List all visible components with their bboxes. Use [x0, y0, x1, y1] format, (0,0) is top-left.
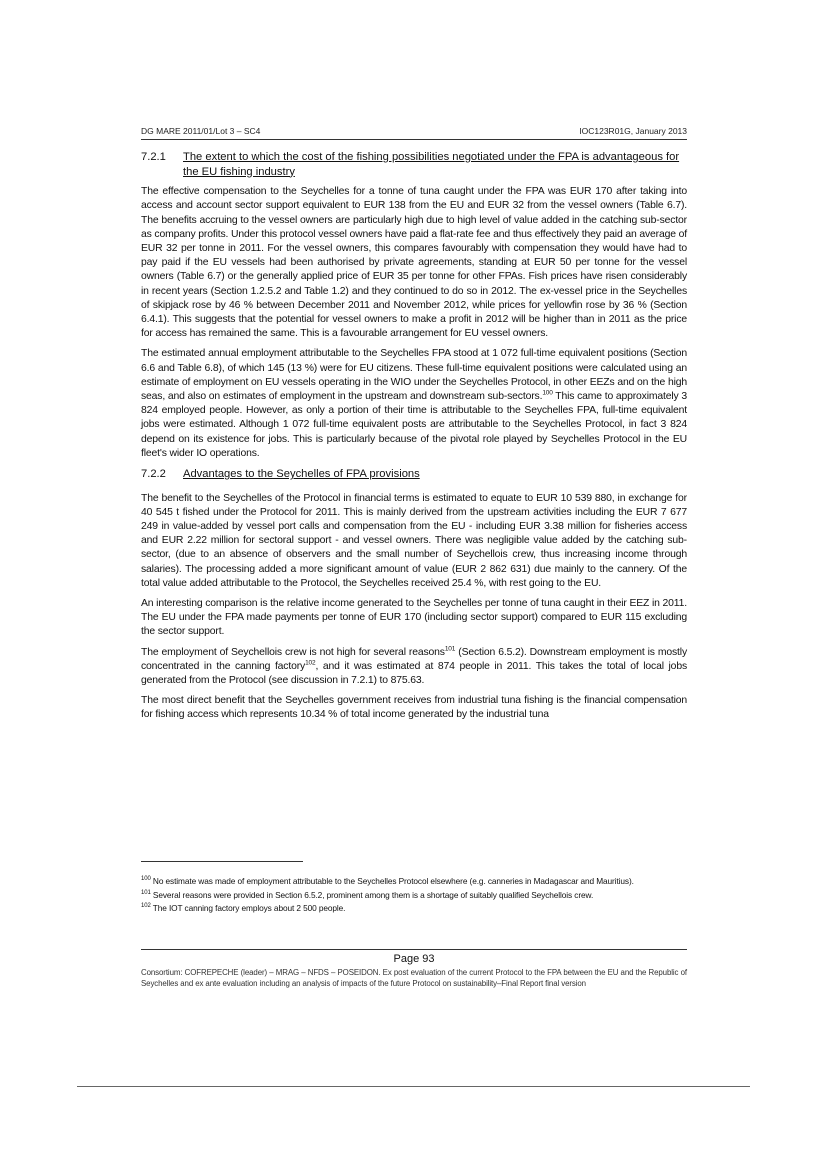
footnote-100: [141, 876, 687, 888]
section-heading-7-2-2: [141, 467, 687, 482]
footer-consortium: Consortium: COFREPECHE (leader) – MRAG – NFDS – POSEIDON. Ex post evaluation of the current Protocol to the FPA between the EU and the Republic of Seychelles and ex ante evaluation including an analysis of impacts of the future Protocol on sustainability–Final Report final version: [141, 968, 687, 988]
header-divider: [141, 139, 687, 140]
section-title: The extent to which the cost of the fishing possibilities negotiated under the FPA is advantageous for the EU fishing industry: [183, 151, 680, 178]
paragraph-employment: [141, 347, 687, 461]
footnote-text: The IOT canning factory employs about 2 500 people.: [150, 903, 346, 914]
page-bottom-divider: [77, 1086, 750, 1087]
page-body: [141, 150, 687, 729]
footnote-number: 102: [141, 903, 151, 910]
paragraph-direct-benefit: The most direct benefit that the Seychelles government receives from industrial tuna fishing is the financial compensation for fishing access which represents 10.34 % of total income generated by the industrial tuna: [141, 695, 687, 721]
paragraph-text: The employment of Seychellois crew is not high for several reasons: [141, 646, 445, 658]
paragraph-compensation: The effective compensation to the Seychelles for a tonne of tuna caught under the FPA was EUR 170 after taking into access and account sector support equivalent to EUR 138 from the EU and EUR 32 from the vessel owners (Table 6.7). The benefits accruing to the vessel owners are particularly high due to high level of value added in the catching sub-sector as company profits. Under this protocol vessel owners have paid a flat-rate fee and thus effectively they paid an average of EUR 32 per tonne in 2011. For the vessel owners, this compares favourably with compensation they would have had to pay paid if the EU vessels had been authorised by private agreements, standing at EUR 50 per tonne for the vessel owners (Table 6.7) or the generally applied price of EUR 35 per tonne for other FPAs. Fish prices have risen considerably in recent years (Section 1.2.5.2 and Table 1.2) and they continued to do so in 2012. The ex-vessel price in the Seychelles of skipjack rose by 46 % between December 2011 and November 2012, while prices for yellowfin rose by 36 % (Section 6.4.1). This suggests that the potential for vessel owners to make a profit in 2012 will be higher than in 2011 as the price for access has remained the same. This is a favourable arrangement for EU vessel owners.: [141, 186, 687, 340]
footnote-number: 101: [141, 889, 151, 896]
header-left: DG MARE 2011/01/Lot 3 – SC4: [141, 126, 261, 136]
footnote-ref-101[interactable]: 101: [444, 645, 456, 653]
footnote-divider: [141, 861, 303, 862]
footnote-ref-102[interactable]: 102: [305, 659, 316, 667]
paragraph-text: The estimated annual employment attributable to the Seychelles FPA stood at 1 072 full-time equivalent positions (Section 6.6 and Table 6.8), of which 145 (13 %) were for EU citizens. These full-time equivalent positions were calculated using an estimate of employment on EU vessels operating in the WIO under the Seychelles Protocol, in other EEZs and on the high seas, and also on estimates of employment in the upstream and downstream sub-sectors.: [141, 348, 687, 403]
footnote-102: [141, 903, 687, 915]
footnote-101: [141, 890, 687, 902]
running-header: [141, 126, 687, 136]
section-number: 7.2.2: [141, 468, 166, 481]
footnote-text: No estimate was made of employment attributable to the Seychelles Protocol elsewhere (e.g. canneries in Madagascar and Mauritius).: [150, 876, 634, 886]
section-title: Advantages to the Seychelles of FPA provisions: [183, 468, 420, 481]
header-right: IOC123R01G, January 2013: [579, 126, 687, 136]
paragraph-crew-employment: [141, 646, 687, 689]
paragraph-text: (Section 6.5.2). Downstream employment is mostly concentrated in the canning factory: [141, 646, 687, 672]
footnote-text: Several reasons were provided in Section 6.5.2, prominent among them is a shortage of suitably qualified Seychellois crew.: [150, 889, 594, 900]
paragraph-financial-benefit: The benefit to the Seychelles of the Protocol in financial terms is estimated to equate to EUR 10 539 880, in exchange for 40 545 t fished under the Protocol for 2011. This is mainly derived from the upstream activities including the EUR 7 677 249 in value-added by vessel port calls and compensation from the EU - including EUR 3.38 million for fisheries access and EUR 2.22 million for sectoral support - and vessel owners. There was negligible value added by the catching sub-sector, (due to an absence of observers and the small number of Seychellois crew, thus increasing income through salaries). The processing added a more significant amount of value (EUR 2 862 631) due mainly to the cannery. Of the total value added attributable to the Protocol, the Seychelles received 25.4 %, with rest going to the EU.: [141, 492, 687, 589]
section-heading-7-2-1: [141, 150, 687, 179]
footnote-ref-100[interactable]: 100: [542, 389, 553, 397]
page-number: Page 93: [393, 953, 435, 965]
paragraph-text: , and it was estimated at 874 people in 2011. This takes the total of local jobs generated from the Protocol (see discussion in 7.2.1) to 875.63.: [141, 660, 687, 687]
footer-divider: [141, 949, 687, 950]
footnotes: [141, 876, 687, 917]
paragraph-text: This came to approximately 3 824 employed people. However, as only a portion of their time is attributable to the Seychelles FPA, full-time equivalent jobs were estimated. Although 1 072 full-time equivalent posts are attributable to the Seychelles Protocol, in fact 3 824 depend on its existence for jobs. This is particularly because of the pivotal role played by Seychelles Protocol in the EU fleet's wider IO operations.: [141, 391, 688, 459]
paragraph-income-comparison: An interesting comparison is the relative income generated to the Seychelles per tonne of tuna caught in their EEZ in 2011. The EU under the FPA made payments per tonne of EUR 170 (including sector support) compared to EUR 115 excluding the sector support.: [141, 598, 687, 638]
footnote-number: 100: [141, 876, 151, 883]
section-number: 7.2.1: [141, 151, 166, 163]
